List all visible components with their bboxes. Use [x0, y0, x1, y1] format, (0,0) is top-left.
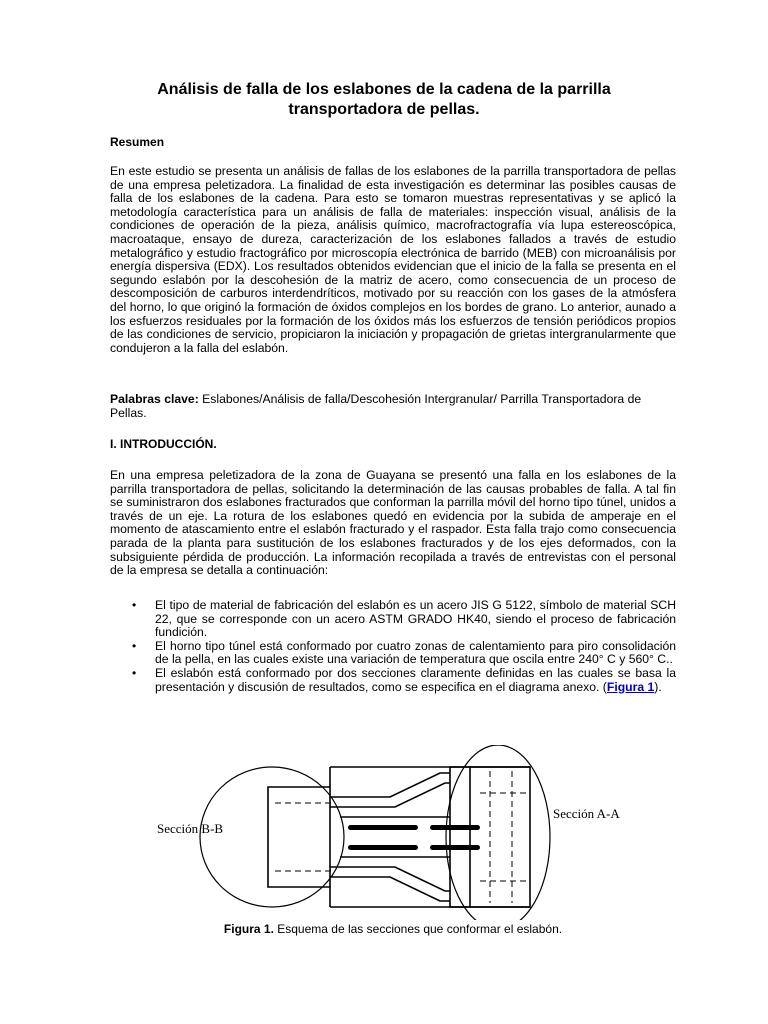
resumen-heading: Resumen — [110, 135, 165, 149]
bullet-item — [110, 667, 676, 694]
bullet-item — [110, 640, 676, 667]
caption-text: Esquema de las secciones que conformar el eslabón. — [273, 922, 563, 936]
bullet-text: El eslabón está conformado por dos secciones claramente definidas en las cuales se basa la presentación y discusión de resultados, como se especifica en el diagrama anexo. ( — [155, 665, 676, 694]
keywords-paragraph — [110, 393, 676, 420]
bullet-icon: • — [132, 665, 137, 680]
bullet-text: El tipo de material de fabricación del eslabón es un acero JIS G 5122, símbolo de material SCH 22, que se corresponde con un acero ASTM GRADO HK40, siendo el proceso de fabricación fundición. — [155, 598, 676, 640]
figure-1-link[interactable]: Figura 1 — [606, 679, 655, 694]
keywords-text: Eslabones/Análisis de falla/Descohesión Intergranular/ Parrilla Transportadora de Pellas. — [110, 392, 642, 420]
link-section-diagram — [150, 745, 630, 920]
info-bullet-list — [110, 599, 676, 694]
bullet-icon: • — [132, 638, 137, 653]
section-b-b-label: Sección B-B — [157, 821, 224, 836]
caption-label: Figura 1. — [223, 922, 274, 936]
section-a-a-label: Sección A-A — [553, 806, 620, 821]
resumen-paragraph: En este estudio se presenta un análisis de fallas de los eslabones de la parrilla transportadora de pellas de una empresa peletizadora. La finalidad de esta investigación es determinar las posibles causas de falla de los eslabones de la cadena. Para esto se tomaron muestras representativas y se aplicó la metodología característica para un análisis de falla de materiales: inspección visual, análisis de la condiciones de operación de la pieza, análisis químico, macrofractografía vía lupa estereoscópica, macroataque, ensayo de dureza, caracterización de los eslabones fallados a través de estudio metalográfico y estudio fractográfico por microscopía electrónica de barrido (MEB) con microanálisis por energía dispersiva (EDX). Los resultados obtenidos evidencian que el inicio de la falla se presenta en el segundo eslabón por la descohesión de la matriz de acero, como consecuencia de un proceso de descomposición de carburos interdendríticos, motivado por su reacción con los gases de la atmósfera del horno, lo que originó la formación de óxidos complejos en los bordes de grano. Lo anterior, aunado a los esfuerzos residuales por la formación de los óxidos más los esfuerzos de tensión periódicos propios de las condiciones de servicio, propiciaron la iniciación y propagación de grietas intergranularmente que condujeron a la falla del eslabón. — [110, 164, 676, 355]
bullet-text: El horno tipo túnel está conformado por cuatro zonas de calentamiento para piro consolidación de la pella, en las cuales existe una variación de temperatura que oscila entre 240° C y 560° C.. — [155, 638, 676, 667]
intro-heading: I. INTRODUCCIÓN. — [110, 437, 217, 451]
bullet-item — [110, 599, 676, 640]
intro-paragraph: En una empresa peletizadora de la zona de Guayana se presentó una falla en los eslabones de la parrilla transportadora de pellas, solicitando la determinación de las causas probables de falla. A tal fin se suministraron dos eslabones fracturados que conforman la parrilla móvil del horno tipo túnel, unidos a través de un eje. La rotura de los eslabones quedó en evidencia por la subida de amperaje en el momento de atascamiento entre el eslabón fracturado y el raspador. Esta falla trajo como consecuencia parada de la planta para sustitución de los eslabones fracturados y de los ejes deformados, con la subsiguiente pérdida de producción. La información recopilada a través de entrevistas con el personal de la empresa se detalla a continuación: — [110, 468, 676, 578]
paper-title: Análisis de falla de los eslabones de la cadena de la parrilla transportadora de pellas. — [157, 81, 611, 118]
bullet-tail: ). — [654, 679, 662, 694]
bullet-icon: • — [132, 598, 137, 612]
keywords-label: Palabras clave: — [110, 392, 199, 406]
figure-caption — [110, 922, 676, 936]
